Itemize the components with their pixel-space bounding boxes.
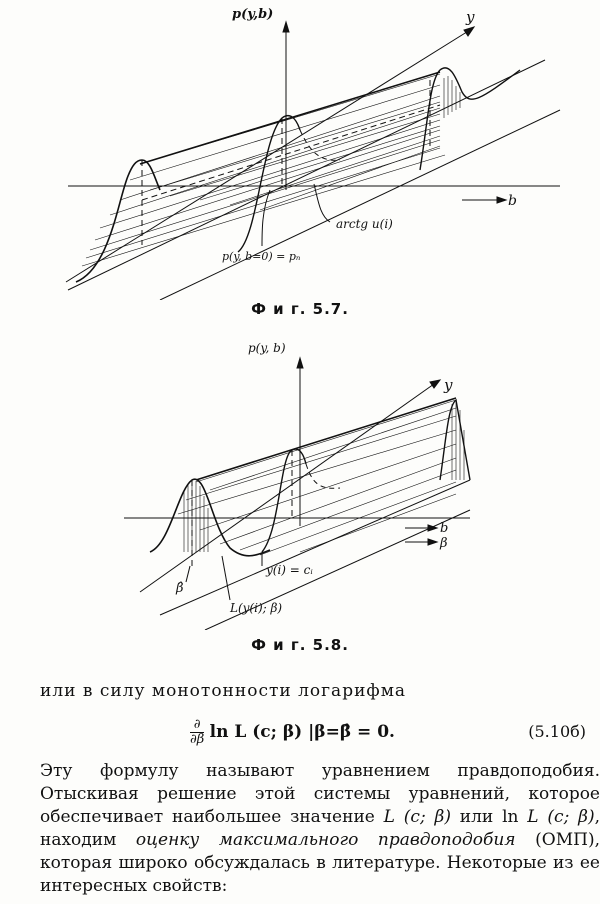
para-part-4: (ОМП), которая широко обсуждалась в литературе. Некоторые из ее интересных свойств: xyxy=(40,830,600,896)
para-formula-2: L (c; β) xyxy=(527,807,595,827)
b-axis-label: b xyxy=(508,193,517,209)
partial-derivative xyxy=(190,718,204,747)
equation-5-10b xyxy=(190,718,450,747)
b-axis-label: b xyxy=(440,521,449,536)
front-density-curve xyxy=(150,479,270,556)
intro-text: или в силу монотонности логарифма xyxy=(40,681,407,701)
y-axis xyxy=(140,384,434,592)
figure-5-8 xyxy=(0,330,600,630)
equation-number: (5.10б) xyxy=(528,722,586,741)
eq-denominator: ∂β xyxy=(190,732,205,747)
p-n-label: p(y, b=0) = pₙ xyxy=(222,250,301,263)
y-ci-label: y(i) = cᵢ xyxy=(266,563,313,577)
para-formula-1: L (c; β) xyxy=(383,807,451,827)
body-paragraph xyxy=(40,760,600,898)
figure-5-7 xyxy=(0,0,600,300)
eq-body: ln L (c; β) |β=β̂ = 0. xyxy=(209,722,395,742)
beta-axis-label: β xyxy=(440,536,448,551)
y-axis-label: y xyxy=(444,376,453,394)
ridge-crest xyxy=(196,398,456,480)
y-axis-label: y xyxy=(466,8,475,26)
likelihood-label: L(y(i); β) xyxy=(230,601,283,615)
para-part-2: или ln xyxy=(450,807,528,827)
ridge-crest xyxy=(140,72,440,164)
mle-term: оценку максимального правдоподобия xyxy=(135,830,516,850)
p-axis-label: p(y,b) xyxy=(232,7,274,22)
y-axis xyxy=(66,30,470,282)
figure-5-7-caption: Ф и г. 5.7. xyxy=(251,300,349,318)
eq-numerator: ∂ xyxy=(190,718,204,733)
arctg-label: arctg u(i) xyxy=(336,217,393,231)
p-axis-label: p(y, b) xyxy=(248,341,286,355)
beta-hat-label: β̂ xyxy=(176,581,184,596)
figure-5-8-caption: Ф и г. 5.8. xyxy=(251,636,349,654)
back-density-curve xyxy=(420,68,520,170)
para-part-3: , находим xyxy=(40,807,600,850)
para-part-1: Эту формулу называют уравнением правдоподобия. Отыскивая решение этой системы уравнений, которое обеспечивает наибольшее значение xyxy=(40,761,600,827)
p-axis-arrow xyxy=(283,22,289,32)
